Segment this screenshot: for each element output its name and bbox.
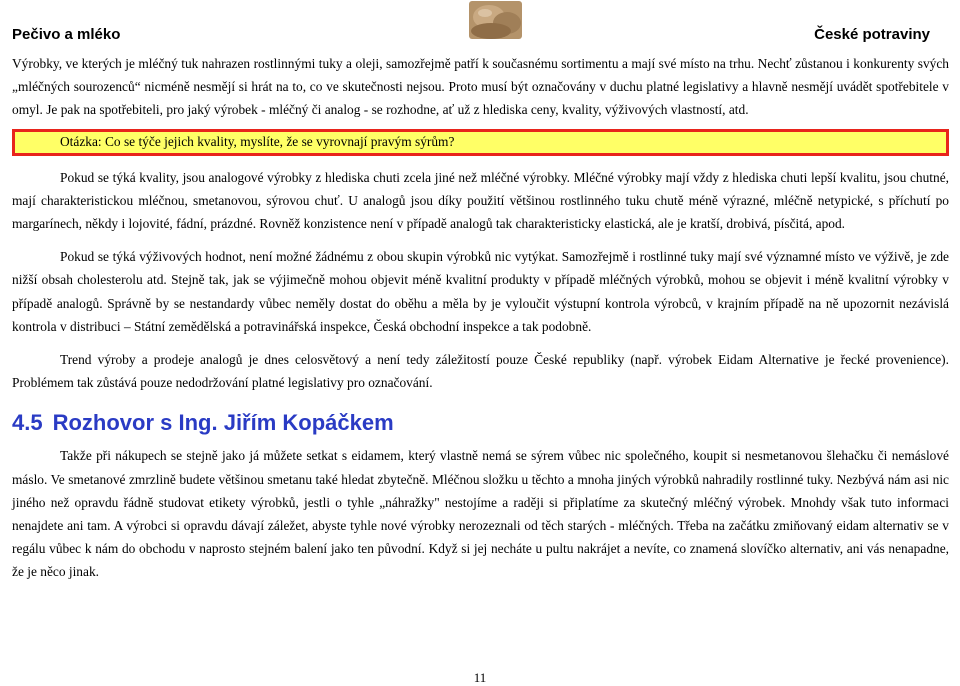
question-text: Otázka: Co se týče jejich kvality, myslíte, že se vyrovnají pravým sýrům? bbox=[60, 133, 455, 149]
paragraph-5: Takže při nákupech se stejně jako já můžete setkat s eidamem, který vlastně nemá se sýrem vůbec nic společného, koupit si nesmetanovou šlehačku či nemáslové máslo. Ve smetanové zmrzlině budete většinou smetanu také hledat zbytečně. Mléčnou složku u těchto a mnoha jiných výrobků nahradily rostlinné tuky. Nezbývá nám asi nic jiného než opravdu řádně studovat etikety výrobků, jestli o tyhle „náhražky" nestojíme a raději si připlatíme za skutečný mléčný výrobek. Mnohdy však tuto informaci nenajdete ani tam. A výrobci si opravdu dávají záležet, abyste tyhle nové výrobky nerozeznali od těch starých - mléčných. Třeba na začátku zmiňovaný eidam alternativ se v regálu vůbec k nám do obchodu v naprosto stejném balení jako ten původní. Když si jej necháte u pultu nakrájet a nevíte, co znamená slovíčko alternativ, ani vás nenapadne, že je něco jinak. bbox=[12, 448, 949, 580]
document-body bbox=[12, 52, 949, 584]
bread-photo-icon bbox=[469, 1, 522, 39]
page-number: 11 bbox=[473, 670, 487, 685]
paragraph-4: Trend výroby a prodeje analogů je dnes celosvětový a není tedy záležitostí pouze České republiky (např. výrobek Eidam Alternative je řecké provenience). Problémem tak zůstává pouze nedodržování platné legislativy pro označování. bbox=[12, 352, 949, 391]
section-heading bbox=[12, 408, 949, 438]
question-box bbox=[12, 129, 949, 156]
header-right-title: České potraviny bbox=[814, 26, 930, 43]
section-title: Rozhovor s Ing. Jiřím Kopáčkem bbox=[52, 410, 394, 436]
header-left-title: Pečivo a mléko bbox=[12, 26, 121, 43]
paragraph-2: Pokud se týká kvality, jsou analogové výrobky z hlediska chuti zcela jiné než mléčné výrobky. Mléčné výrobky mají vždy z hlediska chuti lepší kvalitu, jsou chutné, mají charakteristickou mléčnou, smetanovou, sýrovou chuť. U analogů jsou díky použití většinou rostlinného tuku chutě méně výrazné, mléčně netypické, s příchutí po margarínech, někdy i lojovité, fádní, prázdné. Rovněž konzistence není v případě analogů tak charakteristicky elastická, ale je kratší, drobivá, písčitá, apod. bbox=[12, 169, 949, 232]
page-header bbox=[0, 0, 960, 46]
section-number: 4.5 bbox=[12, 410, 43, 436]
paragraph-1: Výrobky, ve kterých je mléčný tuk nahrazen rostlinnými tuky a oleji, samozřejmě patří k současnému sortimentu a mají své místo na trhu. Nechť zůstanou i konkurenty svých „mléčných sourozenců“ nicméně nesmějí si hrát na to, co ve skutečnosti nejsou. Proto musí být označovány v duchu platné legislativy a hlavně nesmějí uvádět spotřebitele v omyl. Je pak na spotřebiteli, pro jaký výrobek - mléčný či analog - se rozhodne, ať už z hlediska ceny, kvality, výživových vlastností, atd. bbox=[12, 56, 949, 118]
paragraph-3: Pokud se týká výživových hodnot, není možné žádnému z obou skupin výrobků nic vytýkat. Samozřejmě i rostlinné tuky mají své významné místo ve výživě, je zde nižší obsah cholesterolu atd. Stejně tak, jak se výjimečně mohou objevit méně kvalitní produkty v případě mléčných výrobků, mohou se objevit i méně kvalitní výrobky v případě analogů. Správně by se nestandardy vůbec neměly dostat do oběhu a měla by je vyloučit výstupní kontrola výrobců, v krajním případě na ně upozornit nezávislá kontrola v distribuci – Státní zemědělská a potravinářská inspekce, Česká obchodní inspekce a tak podobně. bbox=[12, 249, 949, 334]
